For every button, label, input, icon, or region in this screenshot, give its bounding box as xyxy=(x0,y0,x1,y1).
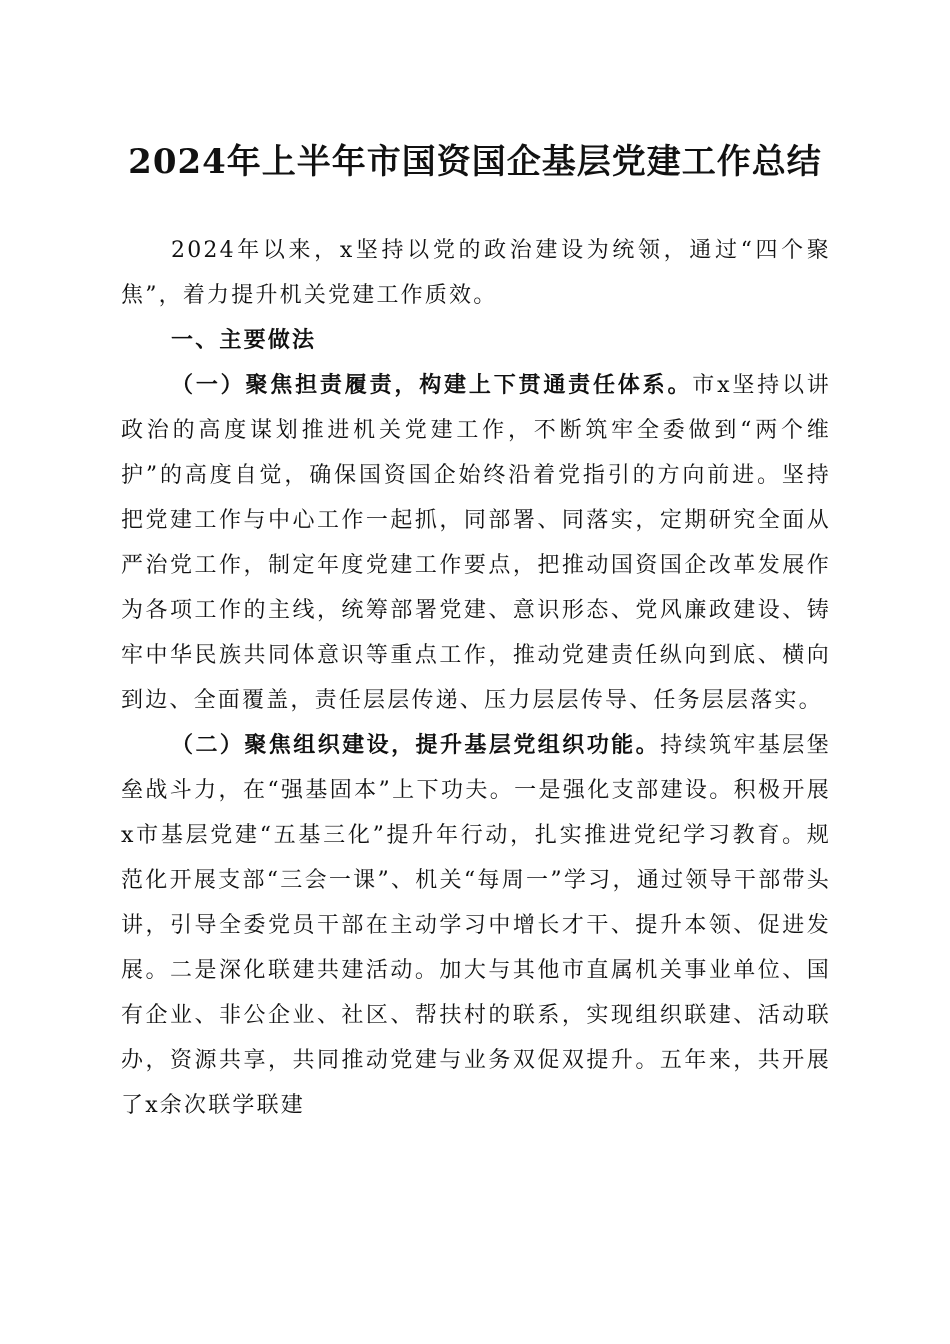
item-1-text: 市x坚持以讲政治的高度谋划推进机关党建工作，不断筑牢全委做到“两个维护”的高度自觉，确保国资国企始终沿着党指引的方向前进。坚持把党建工作与中心工作一起抓，同部署、同落实，定期研究全面从严治党工作，制定年度党建工作要点，把推动国资国企改革发展作为各项工作的主线，统筹部署党建、意识形态、党风廉政建设、铸牢中华民族共同体意识等重点工作，推动党建责任纵向到底、横向到边、全面覆盖，责任层层传递、压力层层传导、任务层层落实。 xyxy=(121,373,832,713)
item-2-lead: （二）聚焦组织建设，提升基层党组织功能。 xyxy=(171,732,661,758)
item-2-paragraph xyxy=(121,723,831,1128)
item-2-text: 持续筑牢基层堡垒战斗力，在“强基固本”上下功夫。一是强化支部建设。积极开展x市基层党建“五基三化”提升年行动，扎实推进党纪学习教育。规范化开展支部“三会一课”、机关“每周一”学习，通过领导干部带头讲，引导全委党员干部在主动学习中增长才干、提升本领、促进发展。二是深化联建共建活动。加大与其他市直属机关事业单位、国有企业、非公企业、社区、帮扶村的联系，实现组织联建、活动联办，资源共享，共同推动党建与业务双促双提升。五年来，共开展了x余次联学联建 xyxy=(121,733,831,1118)
item-1-lead: （一）聚焦担责履责，构建上下贯通责任体系。 xyxy=(171,372,693,398)
intro-paragraph: 2024年以来，x坚持以党的政治建设为统领，通过“四个聚焦”，着力提升机关党建工作质效。 xyxy=(121,238,831,308)
document-body xyxy=(121,228,831,1128)
item-1-paragraph xyxy=(121,363,831,723)
section-heading: 一、主要做法 xyxy=(171,328,317,353)
document-title: 2024年上半年市国资国企基层党建工作总结 xyxy=(128,142,822,182)
